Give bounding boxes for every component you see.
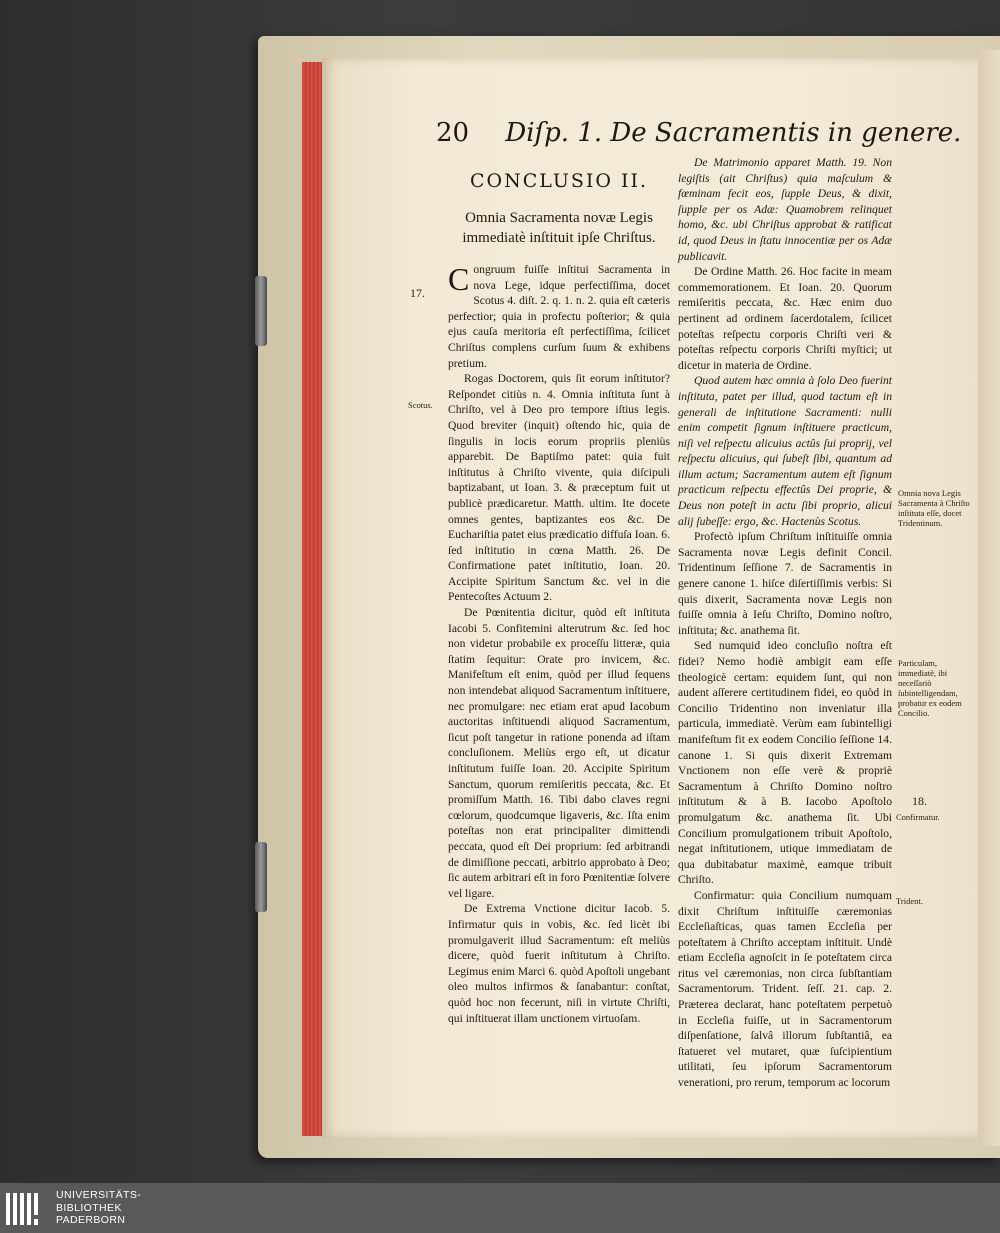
paragraph: De Pœnitentia dicitur, quòd eſt inſtituta Iacobi 5. Confitemini alterutrum &c. ſed hoc non videtur probabile ex proceſſu litteræ, quia ſtatim ſequitur: Orate pro invicem, &c. Manifeſtum eſt enim, quòd per illud ſequens non intendebat aliquod Sacramentum inſtituere, nec promulgare: nec etiam erat apud Iacobum auctoritas inſtituendi aliquod Sacramentum, ſicut poſt tangetur in ratione ponenda ad iſtam concluſionem. Meliùs ergo eſt, ut dicatur inſtitutum fuiſſe Ioan. 20. Accipite Spiritum Sanctum, quorum remiſeritis peccata, &c. Et promiſſum Matth. 16. Tibi dabo claves regni cœlorum, quodcumque ligaveris, &c. Iſta enim poteſtas non erat principaliter dimittendi peccata, quod eſt Dei proprium: ſed arbitrandi de dimiſſione peccati, arbitrio approbato à Deo; ſic autem arbitrari eſt in foro Pœnitentiæ ſolvere vel ligare. <box>448 606 670 900</box>
paragraph: Sed numquid ideo concluſio noſtra eſt fidei? Nemo hodiè ambigit eam eſſe theologicè certam: equidem ſunt, qui non audent aſſerere certitudinem fidei, eo quòd in Concilio Tridentino non inveniatur illa particula, immediatè. Verùm eam ſubintelligi manifeſtum fit ex eodem Concilio ſeſſione 14. canone 1. Si quis dixerit Extremam Vnctionem non eſſe verè & propriè Sacramentum à Chriſto Domino noſtro inſtitutum & à B. Iacobo Apoſtolo promulgatum &c. anathema ſit. Ubi Concilium promulgationem tribuit Apoſtolo, negat inſtitutionem, utique immediatam de qua dubitabatur maximè, eamque tribuit Chriſto. <box>678 639 892 887</box>
paragraph: De Ordine Matth. 26. Hoc facite in meam commemorationem. Et Ioan. 20. Quorum remiſeritis peccata, &c. Hæc enim duo pertinent ad ordinem ſacerdotalem, ſcilicet poteſtas reſpectu corporis Chriſti veri & poteſtas reſpectu corporis Chriſti myſtici; ut dicetur in materia de Ordine. <box>678 265 892 372</box>
running-head <box>436 118 962 154</box>
paragraph: Rogas Doctorem, quis ſit eorum inſtitutor? Reſpondet citiùs n. 4. Omnia inſtituta ſunt à Chriſto, vel à Deo pro tempore iſtius legis. Quod breviter (inquit) oſtendo hic, quia de ſingulis in locis eorum propriis pleniùs apparebit. De Baptiſmo patet: quia fuit inſtitutus à Chriſto vivente, quia diſcipuli baptizabant, ut Ioan. 3. & præceptum fuit ut publicè prædicaretur. Matth. ultim. Ite docete omnes gentes, baptizantes eos &c. De Euchariſtia patet eius prædicatio diffuſa Ioan. 6. ſed inſtitutio in cœna Matth. 26. De Confirmatione patet inſtitutio, Ioan. 20. Accipite Spiritum Sanctum &c. vel in die Pentecoſtes Actuum 2. <box>448 372 670 604</box>
paragraph: Profectò ipſum Chriſtum inſtituiſſe omnia Sacramenta novæ Legis definit Concil. Tridentinum ſeſſione 7. de Sacramentis in genere canone 1. hiſce diſertiſſimis verbis: Si quis dixerit, Sacramenta novæ Legis non fuiſſe omnia à Ieſu Chriſto, Domino noſtro, inſtituta; &c. anathema ſit. <box>678 530 892 637</box>
margin-note-confirmatur: Confirmatur. <box>896 812 940 822</box>
paragraph: Congruum fuiſſe inſtitui Sacramenta in nova Lege, idque perfectiſſima, docet Scotus 4. diſt. 2. q. 1. n. 2. quia eſt cæteris perfectior; quia in profectu poſterior; & quia ejus cauſa meritoria eſt perfectiſſima, ſcilicet Chriſtus complens curſum ſuum & exhibens pretium. <box>448 261 670 370</box>
thesis-statement: Omnia Sacramenta novæ Legis immediatè inſtituit ipſe Chriſtus. <box>462 210 656 246</box>
margin-note-tridentinum: Omnia nova Legis Sacramenta à Chriſto inſtituta eſſe, docet Tridentinum. <box>898 488 970 528</box>
conclusio-title: CONCLUSIO II. <box>469 170 649 192</box>
clasp-top <box>255 276 267 346</box>
margin-note-scotus: Scotus. <box>408 400 433 410</box>
page-number: 20 <box>436 118 470 148</box>
margin-note-particulam: Particulam, immediatè, ibi neceſſariò ſubintelligendam, probatur ex eodem Concilio. <box>898 658 962 718</box>
library-logo-icon <box>4 1187 46 1229</box>
next-page-edge <box>978 50 1000 1146</box>
library-name: UNIVERSITÄTS- BIBLIOTHEK PADERBORN <box>56 1189 142 1226</box>
margin-note-trident: Trident. <box>896 896 923 906</box>
paragraph: Confirmatur: quia Concilium numquam dixit Chriſtum inſtituiſſe cæremonias Eccleſiaſticas, quas tamen Eccleſia per poteſtatem à Chriſto acceptam inſtituit. Undè etiam Eccleſia agnoſcit in ſe poteſtatem circa ritus vel cæremonias, non circa ſubſtantiam Sacramentorum. Trident. ſeſſ. 21. cap. 2. Præterea declarat, hanc poteſtatem perpetuò in Eccleſia fuiſſe, ut in Sacramentorum diſpenſatione, ſalvâ illorum ſubſtantiâ, ea ſtatueret vel mutaret, quæ ſuſcipientium utilitati, ſeu ipſorum Sacramentorum venerationi, pro rerum, temporum ac locorum <box>678 888 892 1090</box>
clasp-bottom <box>255 842 267 912</box>
left-column <box>448 170 670 1026</box>
library-footer <box>0 1183 1000 1233</box>
right-column <box>678 155 892 1091</box>
drop-cap: C <box>448 261 470 297</box>
margin-number-18: 18. <box>912 794 927 808</box>
paragraph: De Matrimonio apparet Matth. 19. Non legiſtis (ait Chriſtus) quia maſculum & fœminam fecit eos, ſupple Deus, & dixit, ſupple per os Adæ: Quamobrem relinquet homo, &c. ubi Chriſtus approbat & ratificat id, quod Deus in ſtatu innocentiæ per os Adæ publicavit. <box>678 156 892 263</box>
paragraph: De Extrema Vnctione dicitur Iacob. 5. Infirmatur quis in vobis, &c. ſed licèt ibi promulgaverit illud Sacramentum: eſt meliùs dicere, quòd fuerit inſtitutum à Chriſto. Legimus enim Marci 6. quòd Apoſtoli ungebant oleo multos infirmos & ſanabantur: conſtat, quòd hoc non fecerunt, niſi in virtute Chriſti, qui inſtituerat illam unctionem virtuoſam. <box>448 902 670 1025</box>
margin-number-17: 17. <box>410 286 425 300</box>
paragraph: Quod autem hæc omnia à ſolo Deo fuerint inſtituta, patet per illud, quod tactum eſt in generali de inſtitutione Sacramenti: nulli enim competit ſignum inſtituere practicum, niſi vel reſpectu alicuius actûs ſui proprij, vel reſpectu alicuius, qui ſubeſt ſibi, quantum ad illum actum; Sacramentum autem eſt ſignum practicum reſpectu effectûs Dei proprie, & Deus non poteſt in actu ſibi proprio, alicui alij ſubeſſe: ergo, &c. Hactenùs Scotus. <box>678 374 892 528</box>
running-title: Diſp. 1. De Sacramentis in genere. <box>505 118 962 148</box>
